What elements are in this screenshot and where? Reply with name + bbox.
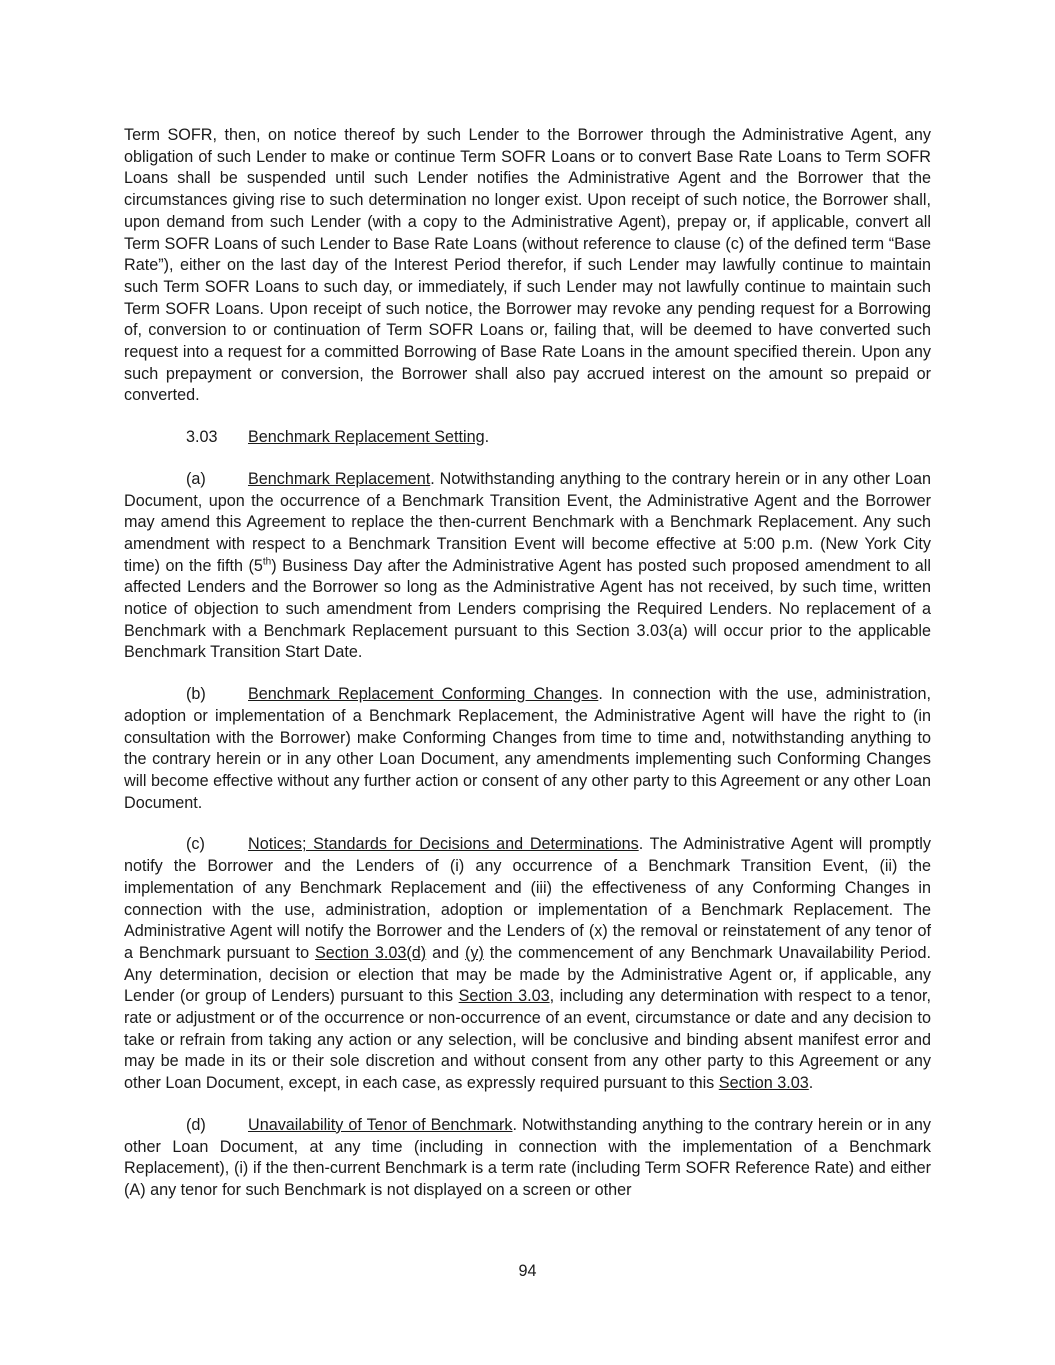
- subsection-c-text-2: and: [426, 943, 465, 962]
- section-heading: [124, 427, 931, 449]
- subsection-c-text-5: .: [808, 1074, 814, 1093]
- subsection-a-superscript: th: [262, 556, 272, 568]
- section-number: 3.03: [186, 428, 218, 447]
- subsection-d-label: (d): [186, 1115, 206, 1134]
- subsection-a: [124, 469, 931, 664]
- subsection-b: [124, 684, 931, 814]
- subsection-b-text: . In connection with the use, administration, adoption or implementation of a Benchmark Replacement, the Administrative Agent will have the right to (in consultation with the Borrower) make Conforming Changes from time to time and, notwithstanding anything to the contrary herein or in any other Loan Document, any amendments implementing such Conforming Changes will become effective without any further action or consent of any other party to this Agreement or any other Loan Document.: [124, 685, 931, 812]
- section-reference-link[interactable]: Section 3.03: [718, 1074, 809, 1093]
- subsection-c-label: (c): [186, 835, 205, 854]
- subsection-a-text-1: . Notwithstanding anything to the contrary herein or in any other Loan Document, upon the occurrence of a Benchmark Transition Event, the Administrative Agent and the Borrower may amend this Agreement to replace the then-current Benchmark with a Benchmark Replacement. Any such amendment with respect to a Benchmark Transition Event will become effective at 5:00 p.m. (New York City time) on the fifth (5: [124, 469, 931, 575]
- section-reference-link[interactable]: Section 3.03(d): [314, 943, 427, 962]
- subsection-c-heading: Notices; Standards for Decisions and Determinations: [248, 835, 639, 854]
- subsection-c-text-1: . The Administrative Agent will promptly notify the Borrower and the Lenders of (i) any occurrence of a Benchmark Transition Event, (ii) the implementation of any Benchmark Replacement and (iii) the effectiveness of any Conforming Changes in connection with the use, administration, adoption or implementation of a Benchmark Replacement. The Administrative Agent will notify the Borrower and the Lenders of (x) the removal or reinstatement of any tenor of a Benchmark pursuant to: [124, 835, 931, 962]
- clause-reference-link[interactable]: (y): [465, 943, 484, 962]
- subsection-a-text-2: ) Business Day after the Administrative Agent has posted such proposed amendment to all affected Lenders and the Borrower so long as the Administrative Agent has not received, by such time, written notice of objection to such amendment from Lenders comprising the Required Lenders. No replacement of a Benchmark with a Benchmark Replacement pursuant to this Section 3.03(a) will occur prior to the applicable Benchmark Transition Start Date.: [124, 556, 931, 662]
- intro-paragraph: Term SOFR, then, on notice thereof by such Lender to the Borrower through the Administrative Agent, any obligation of such Lender to make or continue Term SOFR Loans or to convert Base Rate Loans to Term SOFR Loans shall be suspended until such Lender notifies the Administrative Agent and the Borrower that the circumstances giving rise to such determination no longer exist. Upon receipt of such notice, the Borrower shall, upon demand from such Lender (with a copy to the Administrative Agent), prepay or, if applicable, convert all Term SOFR Loans of such Lender to Base Rate Loans (without reference to clause (c) of the defined term “Base Rate”), either on the last day of the Interest Period therefor, if such Lender may lawfully continue to maintain such Term SOFR Loans to such day, or immediately, if such Lender may not lawfully continue to maintain such Term SOFR Loans. Upon receipt of such notice, the Borrower may revoke any pending request for a Borrowing of, conversion to or continuation of Term SOFR Loans or, failing that, will be deemed to have converted such request into a request for a committed Borrowing of Base Rate Loans in the amount specified therein. Upon any such prepayment or conversion, the Borrower shall also pay accrued interest on the amount so prepaid or converted.: [124, 126, 931, 405]
- document-page: [124, 125, 931, 1222]
- subsection-a-heading: Benchmark Replacement: [248, 469, 431, 488]
- section-title-period: .: [484, 428, 490, 447]
- subsection-d-heading: Unavailability of Tenor of Benchmark: [248, 1115, 513, 1134]
- section-title: Benchmark Replacement Setting: [248, 428, 485, 447]
- subsection-c: [124, 834, 931, 1094]
- subsection-b-label: (b): [186, 685, 206, 704]
- subsection-d: [124, 1115, 931, 1202]
- subsection-a-label: (a): [186, 469, 206, 488]
- subsection-c-text-3: the commencement of any Benchmark Unavailability Period. Any determination, decision or election that may be made by the Administrative Agent or, if applicable, any Lender (or group of Lenders) pursuant to this: [124, 943, 931, 1006]
- subsection-b-heading: Benchmark Replacement Conforming Changes: [248, 685, 599, 704]
- section-reference-link[interactable]: Section 3.03: [458, 987, 550, 1006]
- subsection-d-text: . Notwithstanding anything to the contrary herein or in any other Loan Document, at any time (including in connection with the implementation of a Benchmark Replacement), (i) if the then-current Benchmark is a term rate (including Term SOFR Reference Rate) and either (A) any tenor for such Benchmark is not displayed on a screen or other: [124, 1115, 932, 1199]
- page-number: 94: [518, 1262, 537, 1280]
- subsection-c-text-4: , including any determination with respect to a tenor, rate or adjustment or of the occurrence or non-occurrence of an event, circumstance or date and any decision to take or refrain from taking any action or any selection, will be conclusive and binding absent manifest error and may be made in its or their sole discretion and without consent from any other party to this Agreement or any other Loan Document, except, in each case, as expressly required pursuant to this: [124, 987, 931, 1093]
